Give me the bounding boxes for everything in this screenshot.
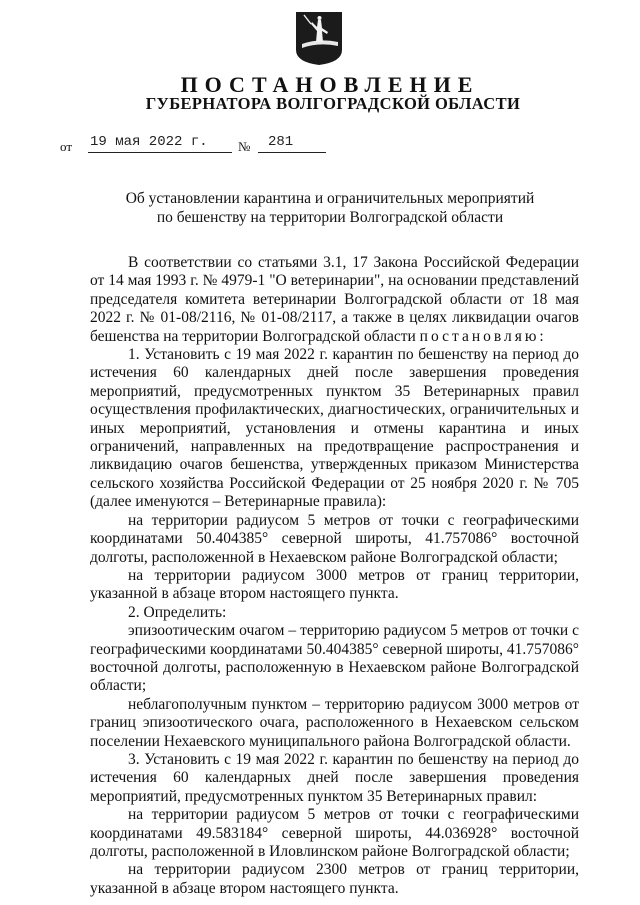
subject-line: Об установлении карантина и ограничительных мероприятий [125,190,535,207]
date-label: от [60,139,73,154]
document-subject [80,189,580,227]
number-label: № [238,139,251,154]
body-paragraph: на территории радиусом 5 метров от точки с географическими координатами 50.404385° северной широты, 41.757086° восточной долготы, расположенной в Нехаевском районе Волгоградской области; [90,511,579,566]
preamble-paragraph [90,254,579,346]
body-paragraph: 2. Определить: [128,603,227,621]
body-paragraph: на территории радиусом 3000 метров от границ территории, указанной в абзаце втором настоящего пункта. [90,566,579,603]
document-type-title: ПОСТАНОВЛЕНИЕ [180,72,480,97]
document-body [90,254,579,898]
body-paragraph: эпизоотическим очагом – территорию радиусом 5 метров от точки с географическими координатами 50.404385° северной широты, 41.757086° восточной долготы, расположенную в Нехаевском районе Волгоградской области; [90,622,579,695]
body-paragraph: неблагополучным пунктом – территорию радиусом 3000 метров от границ эпизоотического очага, расположенного в Нехаевском сельском поселении Нехаевского муниципального района Волгоградской области. [90,695,579,750]
decree-word: постановляю: [419,327,547,345]
body-paragraph: на территории радиусом 5 метров от точки с географическими координатами 49.583184° северной широты, 44.036928° восточной долготы, расположенной в Иловлинском районе Волгоградской области; [90,806,579,860]
document-number: 281 [258,134,326,153]
document-date: 19 мая 2022 г. [88,134,232,153]
preamble-text: В соответствии со статьями 3.1, 17 Закона Российской Федерации от 14 мая 1993 г. № 4979-1 "О ветеринарии", на основании представлений председателя комитета ветеринарии Волгоградской области от 18 мая 2022 г. № 01-08/2116, № 01-08/2117, а также в целях ликвидации очагов бешенства на территории Волгоградской области [90,254,579,345]
body-paragraph: 3. Установить с 19 мая 2022 г. карантин по бешенству на период до истечения 60 календарных дней после завершения проведения мероприятий, предусмотренных пунктом 35 Ветеринарных правил: [90,750,579,805]
body-paragraph: 1. Установить с 19 мая 2022 г. карантин по бешенству на период до истечения 60 календарных дней после завершения проведения мероприятий, предусмотренных пунктом 35 Ветеринарных правил осуществления профилактических, диагностических, ограничительных и иных мероприятий, установления и отмены карантина и иных ограничений, направленных на предотвращение распространения и ликвидацию очагов бешенства, утвержденных приказом Министерства сельского хозяйства Российской Федерации от 25 ноября 2020 г. № 705 (далее именуются – Ветеринарные правила): [90,346,579,511]
subject-line: по бешенству на территории Волгоградской области [156,209,504,226]
issuing-authority-title: ГУБЕРНАТОРА ВОЛГОГРАДСКОЙ ОБЛАСТИ [145,94,521,113]
volgograd-motherland-emblem-icon [294,10,344,66]
body-paragraph: на территории радиусом 2300 метров от границ территории, указанной в абзаце втором настоящего пункта. [90,861,579,897]
